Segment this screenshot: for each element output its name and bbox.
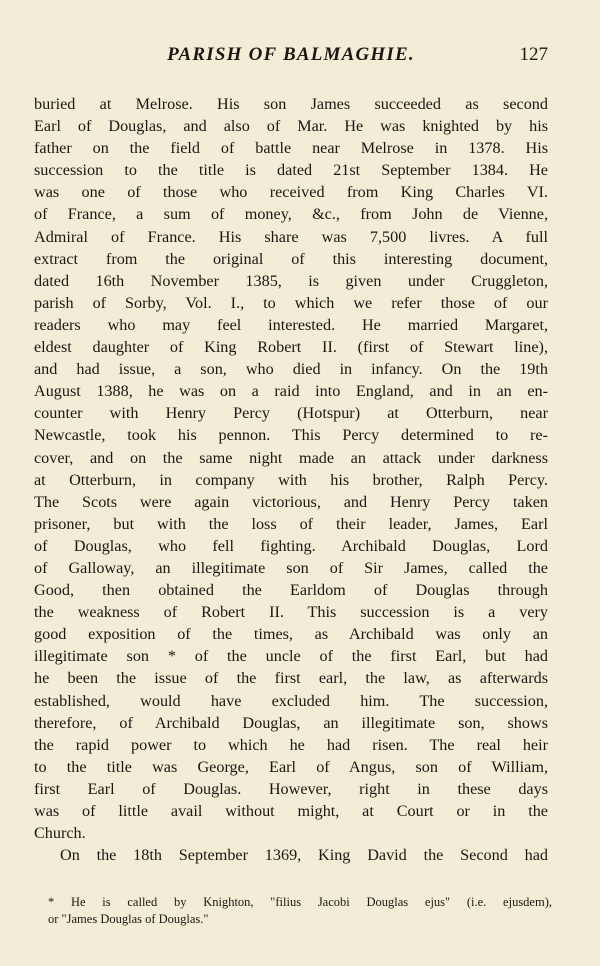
text-line: of France, a sum of money, &c., from John de Vienne, bbox=[34, 205, 548, 224]
text-line: readers who may feel interested. He married Margaret, bbox=[34, 315, 548, 334]
text-line: Good, then obtained the Earldom of Douglas through bbox=[34, 581, 548, 600]
text-line: counter with Henry Percy (Hotspur) at Otterburn, near bbox=[34, 404, 548, 423]
text-line: cover, and on the same night made an attack under darkness bbox=[34, 448, 548, 467]
text-line: dated 16th November 1385, is given under Cruggleton, bbox=[34, 271, 548, 290]
text-line: parish of Sorby, Vol. I., to which we refer those of our bbox=[34, 293, 548, 312]
text-line: the weakness of Robert II. This succession is a very bbox=[34, 603, 548, 622]
text-line: buried at Melrose. His son James succeeded as second bbox=[34, 95, 548, 113]
footnote-line: * He is called by Knighton, "filius Jacobi Douglas ejus" (i.e. ejusdem), bbox=[48, 895, 552, 909]
text-line: succession to the title is dated 21st September 1384. He bbox=[34, 161, 548, 180]
text-line: eldest daughter of King Robert II. (first of Stewart line), bbox=[34, 338, 548, 357]
text-line: Newcastle, took his pennon. This Percy determined to re- bbox=[34, 426, 548, 445]
running-title: PARISH OF BALMAGHIE. bbox=[167, 44, 415, 65]
text-line: good exposition of the times, as Archibald was only an bbox=[34, 625, 548, 644]
text-line: The Scots were again victorious, and Henry Percy taken bbox=[34, 492, 548, 511]
text-line: father on the field of battle near Melrose in 1378. His bbox=[34, 139, 548, 158]
footnotes bbox=[48, 894, 552, 928]
text-line: was one of those who received from King Charles VI. bbox=[34, 183, 548, 202]
text-line: was of little avail without might, at Court or in the bbox=[34, 802, 548, 820]
paragraph-end-line: Church. bbox=[34, 824, 86, 843]
text-line: prisoner, but with the loss of their leader, James, Earl bbox=[34, 514, 548, 533]
text-line: Admiral of France. His share was 7,500 livres. A full bbox=[34, 227, 548, 246]
page-number: 127 bbox=[519, 44, 548, 65]
text-line: August 1388, he was on a raid into England, and in an en- bbox=[34, 382, 548, 401]
text-line: first Earl of Douglas. However, right in these days bbox=[34, 779, 548, 798]
running-head bbox=[34, 44, 548, 74]
text-line: at Otterburn, in company with his brother, Ralph Percy. bbox=[34, 470, 548, 489]
paragraph-start-line: On the 18th September 1369, King David the Second had bbox=[60, 846, 548, 865]
text-line: of Douglas, who fell fighting. Archibald Douglas, Lord bbox=[34, 536, 548, 555]
text-line: the rapid power to which he had risen. The real heir bbox=[34, 735, 548, 754]
text-line: established, would have excluded him. The succession, bbox=[34, 691, 548, 710]
text-line: extract from the original of this interesting document, bbox=[34, 249, 548, 268]
text-line: illegitimate son * of the uncle of the first Earl, but had bbox=[34, 647, 548, 666]
text-line: therefore, of Archibald Douglas, an illegitimate son, shows bbox=[34, 713, 548, 732]
footnote-line: or "James Douglas of Douglas." bbox=[48, 912, 209, 926]
text-line: of Galloway, an illegitimate son of Sir James, called the bbox=[34, 558, 548, 577]
text-line: and had issue, a son, who died in infancy. On the 19th bbox=[34, 360, 548, 379]
text-line: he been the issue of the first earl, the law, as afterwards bbox=[34, 669, 548, 688]
text-line: to the title was George, Earl of Angus, son of William, bbox=[34, 757, 548, 776]
text-line: Earl of Douglas, and also of Mar. He was knighted by his bbox=[34, 117, 548, 136]
body-text bbox=[34, 93, 548, 866]
